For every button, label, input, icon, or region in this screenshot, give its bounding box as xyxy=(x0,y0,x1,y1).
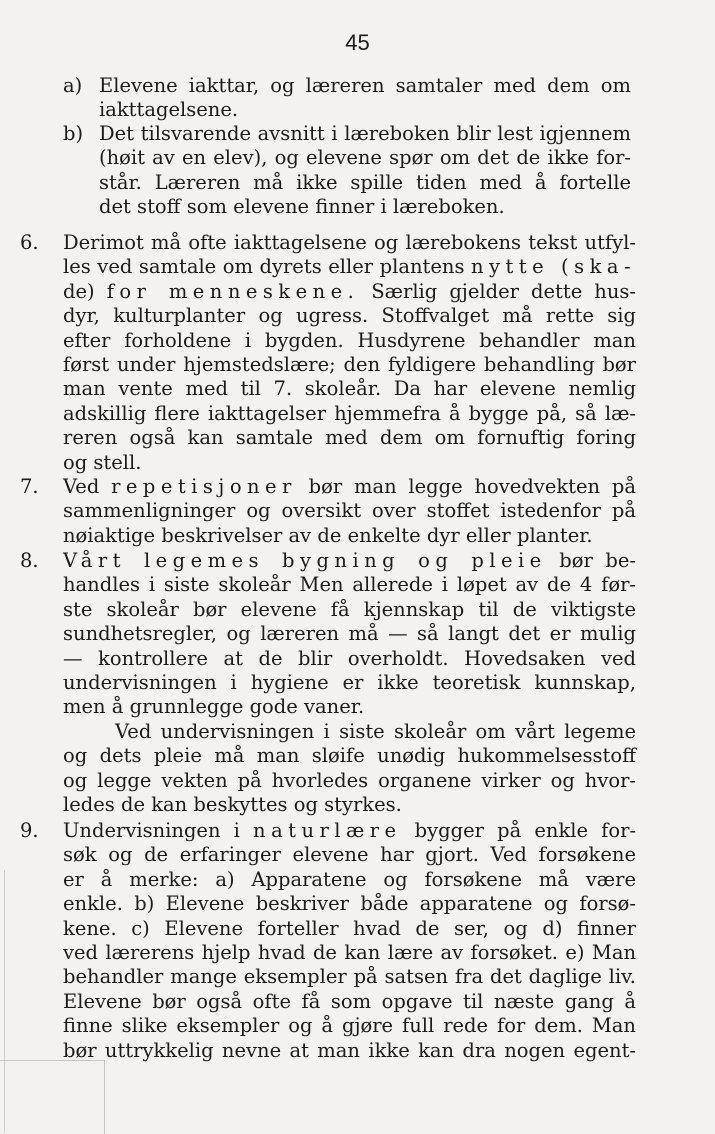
text-line: de) for menneskene. Særlig gjelder dette hus- xyxy=(63,279,636,303)
text-line: først under hjemstedslære; den fyldigere behandling bør xyxy=(63,352,636,376)
text-line: enkle. b) Elevene beskriver både apparatene og forsø- xyxy=(63,892,636,916)
item-9 xyxy=(63,819,636,1063)
text-line: Ved repetisjoner bør man legge hovedvekten på xyxy=(63,475,637,498)
text-line: er å merke: a) Apparatene og forsøkene må være xyxy=(63,867,636,891)
text-line: står. Læreren må ikke spille tiden med å fortelle xyxy=(99,170,631,194)
text-line: undervisningen i hygiene er ikke teoretisk kunnskap, xyxy=(63,670,636,694)
text-line: dyr, kulturplanter og ugress. Stoffvalget må rette sig xyxy=(63,304,636,328)
text-line: man vente med til 7. skoleår. Da har elevene nemlig xyxy=(63,377,636,401)
text-line: nøiaktige beskrivelser av de enkelte dyr eller planter. xyxy=(63,523,593,547)
text-line: sammenligninger og oversikt over stoffet istedenfor på xyxy=(63,499,636,523)
scan-corner-mark xyxy=(0,1060,105,1134)
text-line: og dets pleie må man sløife unødig hukommelsesstoff xyxy=(63,744,636,768)
item-6-marker: 6. xyxy=(20,231,39,254)
text-line: men å grunnlegge gode vaner. xyxy=(63,695,365,719)
text-line: (høit av en elev), og elevene spør om det de ikke for- xyxy=(99,146,631,170)
text-line: Derimot må ofte iakttagelsene og lærebokens tekst utfyl- xyxy=(63,231,636,254)
item-7 xyxy=(63,475,636,548)
text-line: — kontrollere at de blir overholdt. Hovedsaken ved xyxy=(63,646,636,670)
spaced-emphasis: nytte (ska- xyxy=(470,255,636,279)
item-8-marker: 8. xyxy=(20,549,39,572)
text-line: ved lærerens hjelp hvad de kan lære av forsøket. e) Man xyxy=(63,940,636,964)
item-6 xyxy=(63,231,636,475)
text-line: søk og de erfaringer elevene har gjort. Ved forsøkene xyxy=(63,843,636,867)
text-line: adskillig flere iakttagelser hjemmefra å bygge på, så læ- xyxy=(63,401,636,425)
item-b xyxy=(99,122,631,220)
text-line: iakttagelsene. xyxy=(99,98,239,122)
item-a-marker: a) xyxy=(63,74,83,97)
text-line: efter forholdene i bygden. Husdyrene behandler man xyxy=(63,328,636,352)
item-9-marker: 9. xyxy=(20,819,39,842)
text-line: les ved samtale om dyrets eller plantens nytte (ska- xyxy=(63,255,636,279)
spaced-emphasis: Vårt legemes bygning og pleie xyxy=(63,549,547,572)
text-line: Det tilsvarende avsnitt i læreboken blir lest igjennem xyxy=(99,122,631,145)
text-line: ste skoleår bør elevene få kjennskap til de viktigste xyxy=(63,597,636,621)
text-line: det stoff som elevene finner i læreboken. xyxy=(99,195,505,219)
item-b-marker: b) xyxy=(63,122,84,145)
text-line: ledes de kan beskyttes og styrkes. xyxy=(63,792,402,816)
text-line: Elevene iakttar, og læreren samtaler med dem om xyxy=(99,74,631,97)
text-line: og stell. xyxy=(63,450,142,474)
text-line: Vårt legemes bygning og pleie bør be- xyxy=(63,549,637,572)
text-line: behandler mange eksempler på satsen fra det daglige liv. xyxy=(63,965,636,989)
spaced-emphasis: naturlære xyxy=(253,819,402,842)
text-line: Elevene bør også ofte få som opgave til næste gang å xyxy=(63,989,636,1013)
text-line: handles i siste skoleår Men allerede i løpet av de 4 før- xyxy=(63,573,636,597)
text-line: finne slike eksempler og å gjøre full rede for dem. Man xyxy=(63,1014,636,1038)
text-line: kene. c) Elevene forteller hvad de ser, og d) finner xyxy=(63,916,636,940)
text-line: bør uttrykkelig nevne at man ikke kan dra nogen egent- xyxy=(63,1038,636,1062)
item-8 xyxy=(63,549,636,817)
text-line: Ved undervisningen i siste skoleår om vårt legeme xyxy=(115,719,636,743)
spaced-emphasis: for menneskene. xyxy=(106,279,360,303)
text-line: reren også kan samtale med dem om fornuftig foring xyxy=(63,426,636,450)
spaced-emphasis: repetisjoner xyxy=(111,475,297,498)
item-7-marker: 7. xyxy=(20,475,39,498)
text-line: og legge vekten på hvorledes organene virker og hvor- xyxy=(63,768,636,792)
text-line: sundhetsregler, og læreren må — så langt det er mulig xyxy=(63,622,636,646)
item-a xyxy=(99,74,631,123)
text-line: Undervisningen i naturlære bygger på enkle for- xyxy=(63,819,637,842)
page-number: 45 xyxy=(345,30,370,55)
